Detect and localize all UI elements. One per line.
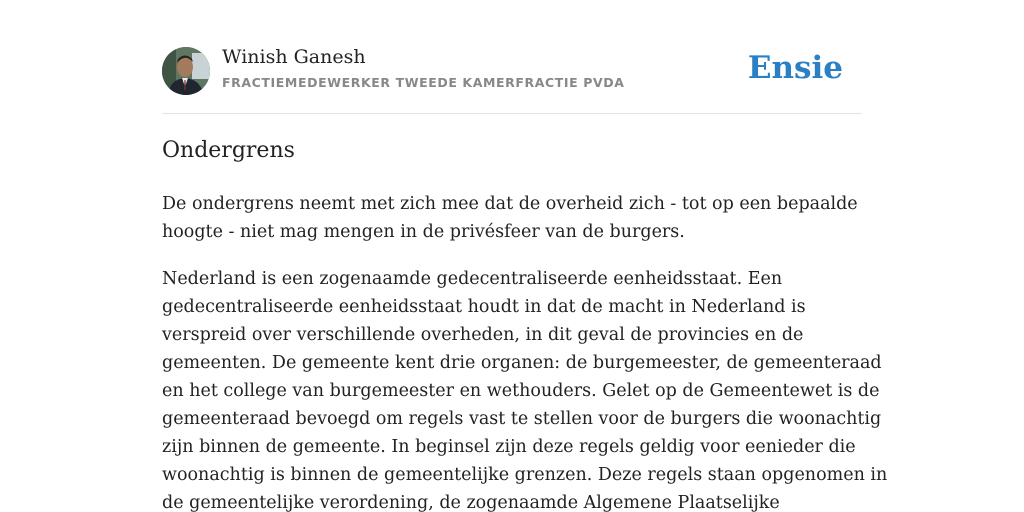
paragraph-line: De ondergrens neemt met zich mee dat de overheid zich - tot op een bepaalde xyxy=(162,194,858,214)
avatar-photo xyxy=(162,47,210,95)
article-title: Ondergrens xyxy=(162,138,295,163)
paragraph-line: gedecentraliseerde eenheidsstaat houdt in dat de macht in Nederland is xyxy=(162,297,806,317)
paragraph-2 xyxy=(162,265,888,512)
paragraph-line: gemeenten. De gemeente kent drie organen: de burgemeester, de gemeenteraad xyxy=(162,353,882,373)
ensie-logo[interactable]: Ensie xyxy=(747,50,843,86)
paragraph-line: en het college van burgemeester en wethouders. Gelet op de Gemeentewet is de xyxy=(162,381,880,401)
paragraph-line: verspreid over verschillende overheden, in dit geval de provincies en de xyxy=(162,325,804,345)
author-header xyxy=(162,46,862,96)
paragraph-line: woonachtig is binnen de gemeentelijke grenzen. Deze regels staan opgenomen in xyxy=(162,465,888,485)
author-avatar[interactable] xyxy=(162,47,210,95)
paragraph-line: zijn binnen de gemeente. In beginsel zijn deze regels geldig voor eenieder die xyxy=(162,437,856,457)
paragraph-line: Nederland is een zogenaamde gedecentraliseerde eenheidsstaat. Een xyxy=(162,269,783,289)
header-divider xyxy=(162,113,862,114)
paragraph-1 xyxy=(162,190,872,246)
author-role: FRACTIEMEDEWERKER TWEEDE KAMERFRACTIE PVDA xyxy=(222,75,625,90)
author-name[interactable]: Winish Ganesh xyxy=(222,46,366,68)
paragraph-line: gemeenteraad bevoegd om regels vast te stellen voor de burgers die woonachtig xyxy=(162,409,882,429)
article-body xyxy=(162,190,888,512)
paragraph-line: hoogte - niet mag mengen in de privésfeer van de burgers. xyxy=(162,222,685,242)
paragraph-line: de gemeentelijke verordening, de zogenaamde Algemene Plaatselijke xyxy=(162,493,780,512)
